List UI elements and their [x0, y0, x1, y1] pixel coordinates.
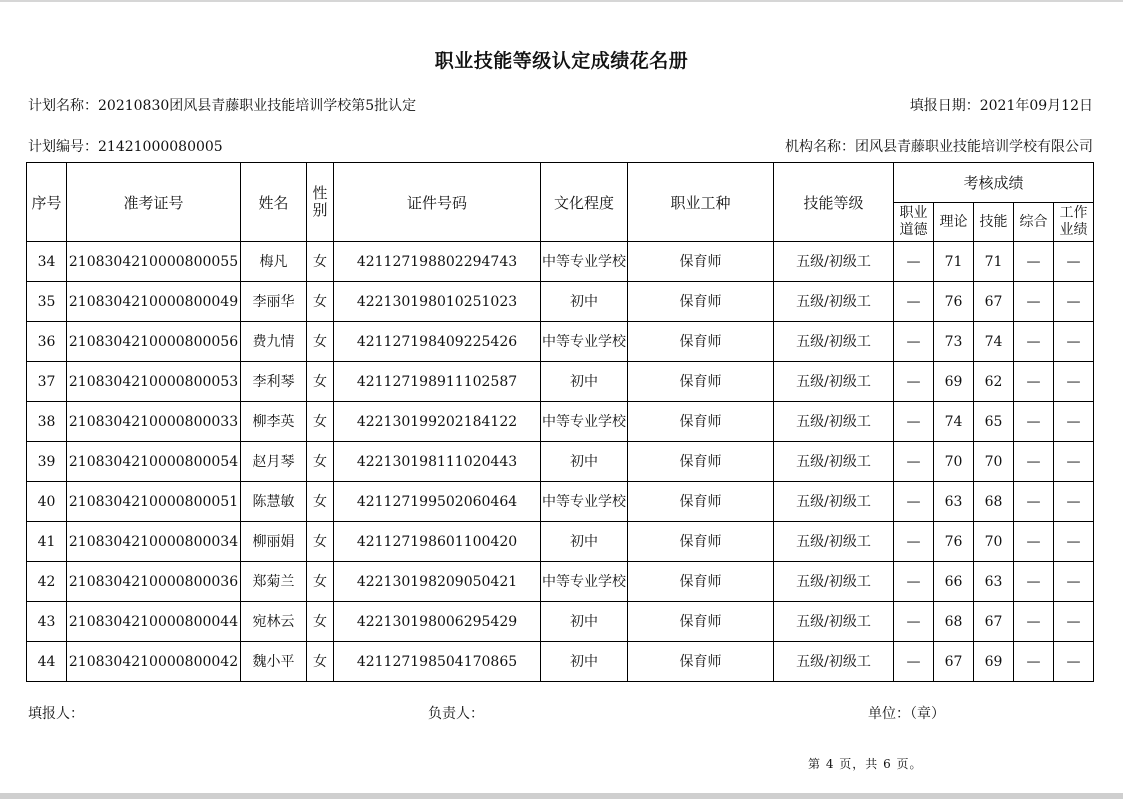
cell-seq: 35 — [27, 282, 67, 322]
cell-performance: — — [1054, 602, 1094, 642]
cell-ethics: — — [894, 602, 934, 642]
cell-ticket-number: 2108304210000800056 — [67, 322, 241, 362]
cell-skill-level: 五级/初级工 — [774, 442, 894, 482]
table-row — [27, 562, 1094, 602]
organization-line — [785, 136, 1093, 156]
cell-theory: 73 — [934, 322, 974, 362]
cell-gender: 女 — [307, 562, 334, 602]
cell-performance: — — [1054, 362, 1094, 402]
header-ethics: 职业道德 — [894, 203, 934, 242]
cell-gender: 女 — [307, 442, 334, 482]
cell-occupation: 保育师 — [628, 282, 774, 322]
table-row — [27, 242, 1094, 282]
cell-skill-level: 五级/初级工 — [774, 522, 894, 562]
cell-id-number: 422130198006295429 — [334, 602, 541, 642]
cell-theory: 67 — [934, 642, 974, 682]
cell-id-number: 421127198601100420 — [334, 522, 541, 562]
cell-name: 李丽华 — [241, 282, 307, 322]
cell-performance: — — [1054, 322, 1094, 362]
cell-ticket-number: 2108304210000800051 — [67, 482, 241, 522]
report-date-label: 填报日期： — [909, 98, 980, 114]
cell-education: 中等专业学校 — [541, 562, 628, 602]
cell-education: 初中 — [541, 282, 628, 322]
cell-skill-level: 五级/初级工 — [774, 602, 894, 642]
cell-name: 柳丽娟 — [241, 522, 307, 562]
cell-occupation: 保育师 — [628, 402, 774, 442]
cell-id-number: 421127199502060464 — [334, 482, 541, 522]
cell-skill: 65 — [974, 402, 1014, 442]
cell-skill-level: 五级/初级工 — [774, 242, 894, 282]
header-name: 姓名 — [241, 163, 307, 242]
cell-overall: — — [1014, 642, 1054, 682]
cell-education: 中等专业学校 — [541, 482, 628, 522]
cell-id-number: 422130198111020443 — [334, 442, 541, 482]
cell-occupation: 保育师 — [628, 482, 774, 522]
cell-gender: 女 — [307, 402, 334, 442]
cell-seq: 34 — [27, 242, 67, 282]
cell-gender: 女 — [307, 522, 334, 562]
plan-number-line — [28, 136, 223, 156]
cell-overall: — — [1014, 282, 1054, 322]
cell-id-number: 422130198209050421 — [334, 562, 541, 602]
table-row — [27, 522, 1094, 562]
header-education: 文化程度 — [541, 163, 628, 242]
cell-education: 初中 — [541, 362, 628, 402]
cell-gender: 女 — [307, 642, 334, 682]
header-assessment-scores: 考核成绩 — [894, 163, 1094, 203]
cell-overall: — — [1014, 242, 1054, 282]
document-title: 职业技能等级认定成绩花名册 — [434, 50, 689, 72]
unit-seal: 单位：（章） — [868, 706, 945, 722]
cell-seq: 38 — [27, 402, 67, 442]
table-row — [27, 442, 1094, 482]
cell-ticket-number: 2108304210000800036 — [67, 562, 241, 602]
cell-id-number: 422130198010251023 — [334, 282, 541, 322]
header-overall: 综合 — [1014, 203, 1054, 242]
cell-overall: — — [1014, 602, 1054, 642]
plan-name-label: 计划名称： — [28, 98, 98, 114]
cell-ethics: — — [894, 402, 934, 442]
cell-occupation: 保育师 — [628, 322, 774, 362]
cell-performance: — — [1054, 522, 1094, 562]
header-ticket-number: 准考证号 — [67, 163, 241, 242]
cell-skill: 70 — [974, 522, 1014, 562]
table-row — [27, 282, 1094, 322]
cell-ethics: — — [894, 442, 934, 482]
cell-id-number: 421127198802294743 — [334, 242, 541, 282]
header-gender: 性别 — [307, 163, 334, 242]
report-date-value: 2021年09月12日 — [979, 98, 1093, 114]
cell-overall: — — [1014, 362, 1054, 402]
cell-ticket-number: 2108304210000800042 — [67, 642, 241, 682]
cell-performance: — — [1054, 482, 1094, 522]
cell-performance: — — [1054, 282, 1094, 322]
cell-occupation: 保育师 — [628, 642, 774, 682]
cell-gender: 女 — [307, 362, 334, 402]
cell-skill: 68 — [974, 482, 1014, 522]
cell-occupation: 保育师 — [628, 242, 774, 282]
cell-name: 郑菊兰 — [241, 562, 307, 602]
cell-theory: 68 — [934, 602, 974, 642]
cell-ethics: — — [894, 242, 934, 282]
manager-signature: 负责人： — [428, 706, 484, 722]
header-occupation: 职业工种 — [628, 163, 774, 242]
cell-education: 中等专业学校 — [541, 242, 628, 282]
cell-skill-level: 五级/初级工 — [774, 362, 894, 402]
header-id-number: 证件号码 — [334, 163, 541, 242]
cell-ticket-number: 2108304210000800053 — [67, 362, 241, 402]
cell-ethics: — — [894, 362, 934, 402]
cell-skill: 67 — [974, 602, 1014, 642]
cell-ethics: — — [894, 642, 934, 682]
cell-overall: — — [1014, 402, 1054, 442]
cell-overall: — — [1014, 442, 1054, 482]
cell-name: 梅凡 — [241, 242, 307, 282]
plan-name-value: 20210830团风县青藤职业技能培训学校第5批认定 — [98, 98, 417, 114]
cell-skill-level: 五级/初级工 — [774, 562, 894, 602]
cell-gender: 女 — [307, 322, 334, 362]
cell-ethics: — — [894, 322, 934, 362]
cell-gender: 女 — [307, 602, 334, 642]
cell-name: 李利琴 — [241, 362, 307, 402]
cell-skill: 62 — [974, 362, 1014, 402]
header-performance: 工作业绩 — [1054, 203, 1094, 242]
cell-seq: 43 — [27, 602, 67, 642]
cell-skill: 70 — [974, 442, 1014, 482]
cell-gender: 女 — [307, 282, 334, 322]
cell-occupation: 保育师 — [628, 362, 774, 402]
cell-occupation: 保育师 — [628, 522, 774, 562]
cell-ticket-number: 2108304210000800044 — [67, 602, 241, 642]
cell-performance: — — [1054, 442, 1094, 482]
organization-label: 机构名称： — [785, 139, 855, 155]
cell-ethics: — — [894, 562, 934, 602]
cell-ticket-number: 2108304210000800054 — [67, 442, 241, 482]
report-date-line — [910, 95, 1093, 115]
cell-name: 柳李英 — [241, 402, 307, 442]
cell-overall: — — [1014, 482, 1054, 522]
cell-theory: 71 — [934, 242, 974, 282]
plan-number-value: 21421000080005 — [98, 139, 223, 155]
score-roster-table — [26, 162, 1094, 682]
cell-skill-level: 五级/初级工 — [774, 402, 894, 442]
cell-skill: 67 — [974, 282, 1014, 322]
cell-education: 初中 — [541, 442, 628, 482]
cell-seq: 42 — [27, 562, 67, 602]
cell-education: 中等专业学校 — [541, 322, 628, 362]
page-bottom-border — [0, 793, 1123, 799]
cell-gender: 女 — [307, 242, 334, 282]
cell-occupation: 保育师 — [628, 562, 774, 602]
cell-seq: 40 — [27, 482, 67, 522]
cell-seq: 41 — [27, 522, 67, 562]
page-indicator: 第 4 页，共 6 页。 — [808, 757, 923, 771]
cell-overall: — — [1014, 322, 1054, 362]
cell-occupation: 保育师 — [628, 602, 774, 642]
cell-name: 宛林云 — [241, 602, 307, 642]
cell-gender: 女 — [307, 482, 334, 522]
cell-overall: — — [1014, 522, 1054, 562]
cell-performance: — — [1054, 642, 1094, 682]
table-row — [27, 322, 1094, 362]
cell-id-number: 421127198911102587 — [334, 362, 541, 402]
cell-education: 初中 — [541, 522, 628, 562]
cell-skill-level: 五级/初级工 — [774, 282, 894, 322]
cell-skill-level: 五级/初级工 — [774, 322, 894, 362]
table-row — [27, 642, 1094, 682]
cell-education: 初中 — [541, 642, 628, 682]
cell-skill: 63 — [974, 562, 1014, 602]
table-row — [27, 402, 1094, 442]
cell-ticket-number: 2108304210000800034 — [67, 522, 241, 562]
header-skill-level: 技能等级 — [774, 163, 894, 242]
cell-performance: — — [1054, 402, 1094, 442]
cell-id-number: 421127198504170865 — [334, 642, 541, 682]
cell-name: 陈慧敏 — [241, 482, 307, 522]
cell-ticket-number: 2108304210000800049 — [67, 282, 241, 322]
cell-seq: 39 — [27, 442, 67, 482]
cell-theory: 74 — [934, 402, 974, 442]
page-top-border — [0, 0, 1123, 2]
cell-name: 费九情 — [241, 322, 307, 362]
cell-theory: 76 — [934, 522, 974, 562]
organization-value: 团风县青藤职业技能培训学校有限公司 — [855, 139, 1093, 155]
cell-theory: 66 — [934, 562, 974, 602]
cell-theory: 69 — [934, 362, 974, 402]
cell-ethics: — — [894, 482, 934, 522]
cell-performance: — — [1054, 562, 1094, 602]
cell-theory: 76 — [934, 282, 974, 322]
cell-name: 赵月琴 — [241, 442, 307, 482]
header-skill: 技能 — [974, 203, 1014, 242]
cell-skill-level: 五级/初级工 — [774, 482, 894, 522]
cell-id-number: 422130199202184122 — [334, 402, 541, 442]
table-row — [27, 482, 1094, 522]
header-theory: 理论 — [934, 203, 974, 242]
cell-ticket-number: 2108304210000800055 — [67, 242, 241, 282]
cell-ethics: — — [894, 522, 934, 562]
cell-seq: 44 — [27, 642, 67, 682]
plan-name-line — [28, 95, 416, 115]
table-row — [27, 602, 1094, 642]
table-row — [27, 362, 1094, 402]
cell-skill: 69 — [974, 642, 1014, 682]
cell-skill: 74 — [974, 322, 1014, 362]
cell-ticket-number: 2108304210000800033 — [67, 402, 241, 442]
cell-skill: 71 — [974, 242, 1014, 282]
cell-skill-level: 五级/初级工 — [774, 642, 894, 682]
cell-overall: — — [1014, 562, 1054, 602]
cell-theory: 70 — [934, 442, 974, 482]
cell-occupation: 保育师 — [628, 442, 774, 482]
cell-id-number: 421127198409225426 — [334, 322, 541, 362]
plan-number-label: 计划编号： — [28, 139, 98, 155]
cell-performance: — — [1054, 242, 1094, 282]
cell-theory: 63 — [934, 482, 974, 522]
cell-education: 中等专业学校 — [541, 402, 628, 442]
cell-ethics: — — [894, 282, 934, 322]
cell-education: 初中 — [541, 602, 628, 642]
header-seq: 序号 — [27, 163, 67, 242]
cell-name: 魏小平 — [241, 642, 307, 682]
cell-seq: 36 — [27, 322, 67, 362]
cell-seq: 37 — [27, 362, 67, 402]
reporter-signature: 填报人： — [28, 706, 84, 722]
